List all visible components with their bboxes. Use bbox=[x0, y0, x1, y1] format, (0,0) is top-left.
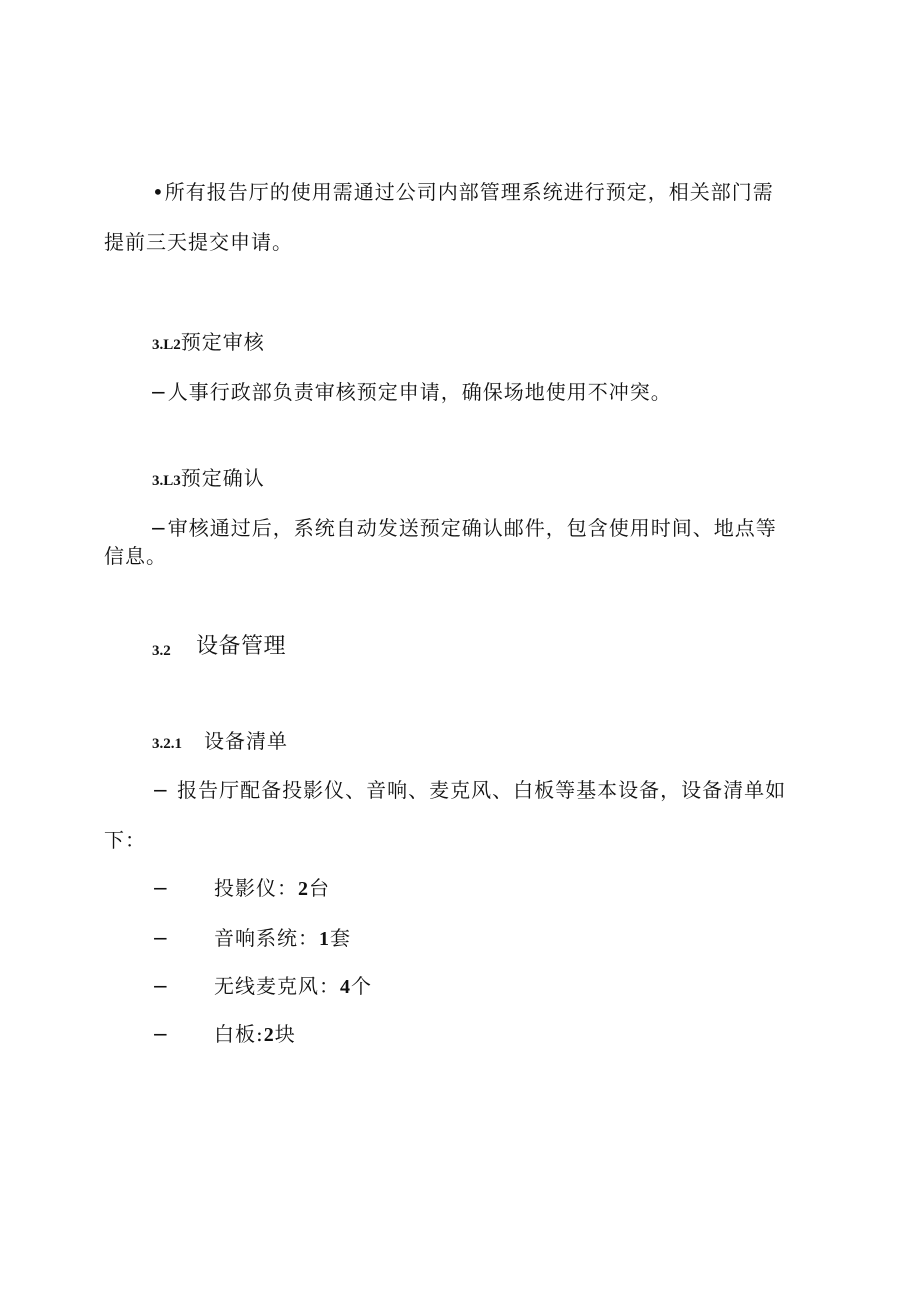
list-item-dash: − bbox=[152, 876, 169, 900]
equipment-list-intro-line1: − 报告厅配备投影仪、音响、麦克风、白板等基本设备，设备清单如 bbox=[152, 778, 787, 802]
review-heading-title: 预定审核 bbox=[180, 330, 265, 354]
list-item bbox=[214, 974, 372, 999]
item-name: 无线麦克风： bbox=[214, 974, 340, 998]
item-unit: 套 bbox=[330, 926, 351, 950]
equipment-list-intro-line2: 下： bbox=[104, 828, 146, 852]
confirm-heading-number: 3.L3 bbox=[152, 473, 181, 489]
equipment-section-title: 设备管理 bbox=[196, 634, 287, 659]
item-name: 白板: bbox=[214, 1022, 264, 1046]
list-item bbox=[214, 876, 330, 901]
equipment-section-number: 3.2 bbox=[152, 643, 171, 659]
item-count: 1 bbox=[319, 928, 330, 950]
review-heading bbox=[152, 330, 265, 357]
list-item-dash: − bbox=[152, 1022, 169, 1046]
list-item-dash: − bbox=[152, 974, 169, 998]
booking-intro-line1: •所有报告厅的使用需通过公司内部管理系统进行预定，相关部门需 bbox=[152, 180, 774, 204]
item-name: 音响系统： bbox=[214, 926, 319, 950]
list-item bbox=[214, 926, 351, 951]
item-name: 投影仪： bbox=[214, 876, 298, 900]
confirm-heading bbox=[152, 466, 265, 493]
list-item bbox=[214, 1022, 296, 1047]
confirm-heading-title: 预定确认 bbox=[180, 466, 265, 490]
list-item-dash: − bbox=[152, 926, 169, 950]
booking-intro-line2: 提前三天提交申请。 bbox=[104, 230, 293, 254]
equipment-list-number: 3.2.1 bbox=[152, 736, 182, 752]
review-text: −人事行政部负责审核预定申请，确保场地使用不冲突。 bbox=[150, 380, 672, 404]
equipment-section-heading bbox=[152, 636, 171, 663]
item-unit: 个 bbox=[351, 974, 372, 998]
equipment-list-title: 设备清单 bbox=[204, 729, 288, 753]
confirm-text-line1: −审核通过后，系统自动发送预定确认邮件，包含使用时间、地点等 bbox=[150, 516, 777, 540]
review-heading-number: 3.L2 bbox=[152, 337, 181, 353]
equipment-list-heading bbox=[152, 729, 182, 756]
confirm-text-line2: 信息。 bbox=[104, 544, 167, 568]
item-unit: 台 bbox=[309, 876, 330, 900]
item-unit: 块 bbox=[274, 1022, 296, 1046]
item-count: 4 bbox=[340, 976, 351, 998]
item-count: 2 bbox=[263, 1024, 275, 1046]
item-count: 2 bbox=[298, 878, 309, 900]
